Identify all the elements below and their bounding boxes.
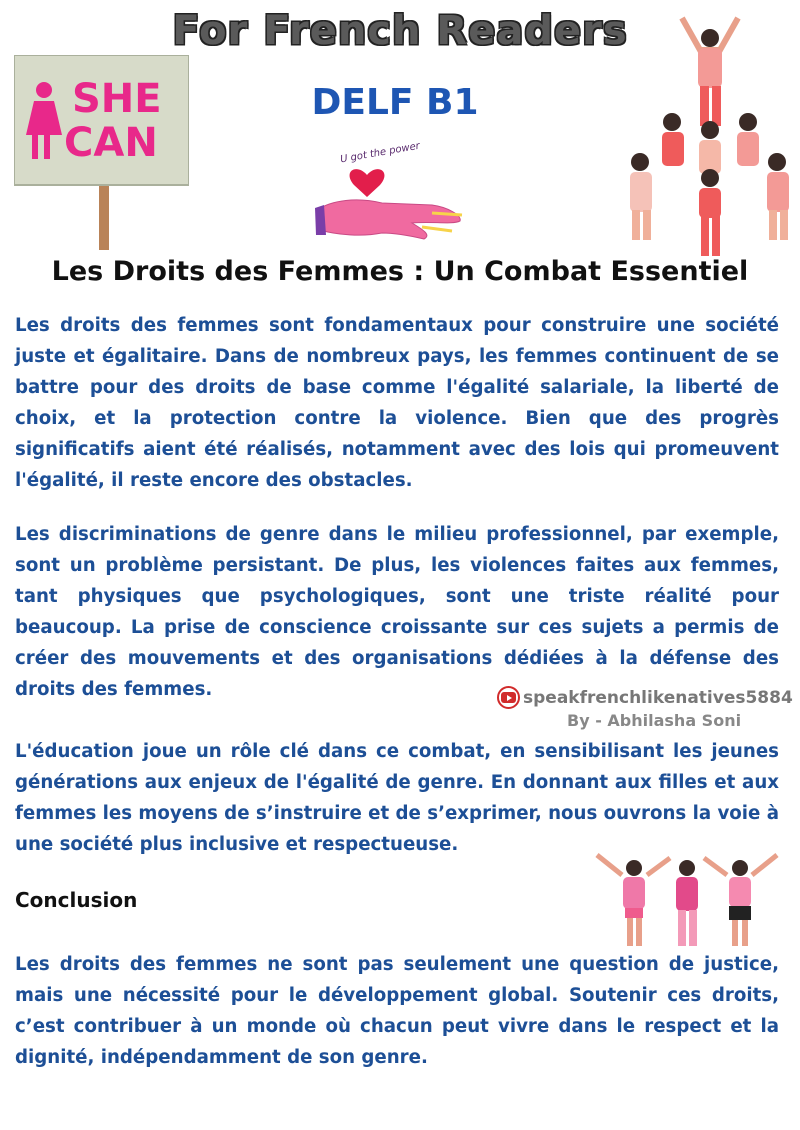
logo-text: U got the power bbox=[339, 140, 421, 166]
author-credit: By - Abhilasha Soni bbox=[567, 711, 742, 730]
conclusion-heading: Conclusion bbox=[15, 888, 138, 912]
women-pyramid-illustration bbox=[622, 10, 797, 260]
sign-text-can: CAN bbox=[64, 120, 158, 166]
article-paragraph-4: Les droits des femmes ne sont pas seulement une question de justice, mais une nécessité pour le développement global. Soutenir ces droits, c’est contribuer à un monde où chacun peut vivre dans le respect et la dignité, indépendamment de son genre. bbox=[15, 954, 779, 1068]
sign-text-she: SHE bbox=[72, 76, 162, 122]
article-paragraph-3: L'éducation joue un rôle clé dans ce combat, en sensibilisant les jeunes générations aux enjeux de l'égalité de genre. En donnant aux filles et aux femmes les moyens de s’instruire et de s’exprimer, nous ouvrons la voie à une société plus inclusive et respectueuse. bbox=[15, 741, 779, 855]
three-women-illustration bbox=[592, 850, 782, 950]
article-paragraph-2: Les discriminations de genre dans le milieu professionnel, par exemple, sont un problème persistant. De plus, les violences faites aux femmes, tant physiques que psychologiques, sont une triste réalité pour beaucoup. La prise de conscience croissante sur ces sujets a permis de créer des mouvements et des organisations dédiées à la défense des droits des femmes. bbox=[15, 524, 779, 700]
page-top-title: For French Readers bbox=[172, 8, 628, 54]
youtube-handle-text: speakfrenchlikenatives5884 bbox=[523, 687, 793, 708]
article-title: Les Droits des Femmes : Un Combat Essentiel bbox=[51, 256, 749, 287]
article-paragraph-1: Les droits des femmes sont fondamentaux pour construire une société juste et égalitaire. Dans de nombreux pays, les femmes continuent de se battre pour des droits de base comme l'égalité salariale, la liberté de choix, et la protection contre la violence. Bien que des progrès significatifs aient été réalisés, notamment avec des lois qui promeuvent l'égalité, il reste encore des obstacles. bbox=[15, 315, 779, 491]
youtube-channel-link[interactable] bbox=[497, 686, 793, 709]
youtube-icon bbox=[497, 686, 520, 709]
exam-level-title: DELF B1 bbox=[311, 82, 479, 123]
she-can-sign-illustration bbox=[14, 55, 189, 250]
hand-heart-logo bbox=[312, 135, 472, 255]
